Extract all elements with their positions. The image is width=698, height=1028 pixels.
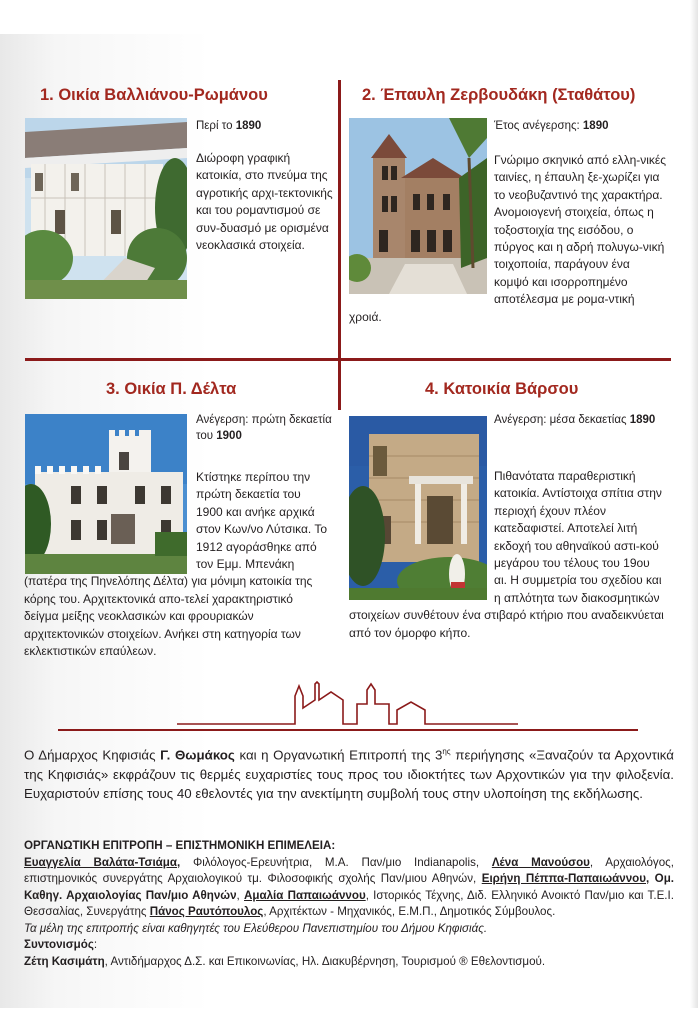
skyline-ornament (175, 680, 520, 727)
thanks-paragraph (24, 742, 674, 804)
mayor-name: Γ. Θωμάκος (160, 747, 235, 763)
house-2-date (494, 118, 664, 134)
coordinator-desc: , Αντιδήμαρχος Δ.Σ. και Επικοινωνίας, Ηλ. Διακυβέρνηση, Τουρισμού ® Εθελοντισμού. (104, 954, 546, 968)
house-3-date (196, 412, 336, 444)
house-1-description: Διώροφη γραφική κατοικία, στο πνεύμα της αγροτικής αρχι-τεκτονικής και του ρομαντισμού σε συν-δυασμό με ορισμένα νεοκλασικά στοιχεία. (196, 151, 333, 253)
thanks-part-3: περιήγησης «Ξαναζούν τα Αρχοντικά της Κηφισιάς» εκφράζουν τις θερμές ευχαριστίες τους προς του ιδιοκτήτες των Αρχοντικών για την φιλοξενία. Ευχαριστούν επίσης τους 40 εθελοντές για την ανεκτίμητη συμβολή τους στην υλοποίηση της εκδήλωσης. (24, 747, 674, 802)
member-desc: Φιλόλογος-Ερευνήτρια, M.A. Παν/μιο Indianapolis, (180, 855, 492, 869)
house-4-year: 1890 (629, 414, 656, 426)
house-1-photo (25, 118, 187, 299)
house-4-photo-wrap (349, 468, 494, 604)
house-1-title: 1. Οικία Βαλλιάνου-Ρωμάνου (40, 86, 268, 104)
coordination-colon: : (93, 938, 98, 951)
member-name: Αμαλία Παπαιωάννου (244, 888, 366, 902)
horizontal-divider (25, 358, 671, 361)
member-name: Πάνος Ραυτόπουλος (149, 905, 264, 918)
house-4-date-label: Ανέγερση: μέσα δεκαετίας (494, 414, 630, 426)
house-2-date-label: Έτος ανέγερσης: (494, 120, 583, 132)
member-name: Ειρήνη Πέππα-Παπαιωάννου (481, 872, 646, 885)
house-2-description (349, 152, 667, 326)
thanks-part-1: Ο Δήμαρχος Κηφισιάς (24, 747, 161, 763)
coordination-line (24, 937, 674, 954)
member-name: Ευαγγελία Βαλάτα-Τσιάμα, (24, 855, 181, 869)
house-3-year: 1900 (216, 430, 242, 442)
ordinal-suffix: ης (442, 747, 451, 756)
member-desc: , Αρχιτέκτων - Μηχανικός, Ε.Μ.Π., Δημοτικός Σύμβουλος. (263, 905, 556, 918)
house-4-description-text: Πιθανότατα παραθεριστική κατοικία. Αντίστοιχα σπίτια στην περιοχή έχουν πλέον κατεδαφιστεί. Αποτελεί λιτή εκδοχή του αθηναϊκού αστι-κού μεγάρου του τέλους του 19ου αι. Η συμμετρία του σχεδίου και η απλότητα των διακοσμητικών στοιχείων συνθέτουν ένα στιβαρό κτήριο που αναδεικνύεται από τον όμορφο κήπο. (349, 469, 664, 640)
member-name: Λένα Μανούσου (491, 855, 590, 869)
coordinator-line (24, 954, 674, 971)
house-1-year: 1890 (235, 120, 262, 132)
top-margin (0, 0, 698, 34)
page-edge-shadow (690, 0, 698, 1028)
house-4-date (494, 412, 664, 428)
house-3-description (24, 469, 330, 660)
bottom-margin (0, 1008, 698, 1028)
coordinator-name: Ζέτη Κασιμάτη (24, 954, 105, 968)
house-3-date-label: Ανέγερση: πρώτη δεκαετία του (196, 414, 332, 442)
house-3-description-text: Κτίστηκε περίπου την πρώτη δεκαετία του 1900 και ανήκε αρχικά στον Κων/νο Λύτσικα. Το 1912 αγοράσθηκε από τον Εμμ. Μπενάκη (πατέρα της Πηνελόπης Δέλτα) για μόνιμη κατοικία της κόρης του. Αρχιτεκτονικά απο-τελεί χαρακτηριστικό δείγμα μείξης νεοκλασικών και φρουριακών αρχιτεκτονικών στοιχείων. Ανήκει στη κατηγορία των εκλεκτιστικών επαύλεων. (24, 470, 328, 659)
house-4-title: 4. Κατοικία Βάρσου (425, 380, 579, 398)
member-desc: , Ομ. Καθηγ. Αρχαιολογίας Παν/μιο Αθηνών (24, 872, 675, 902)
house-1-date (196, 118, 331, 134)
credits-block (24, 838, 674, 970)
member-desc: , Ιστορικός Τέχνης, Διδ. Ελληνικό Ανοικτό Παν/μιο και Τ.Ε.Ι. Θεσσαλίας, Συνεργάτης (24, 888, 674, 918)
committee-note: Τα μέλη της επιτροπής είναι καθηγητές του Ελεύθερου Πανεπιστημίου του Δήμου Κηφισιάς. (24, 921, 488, 935)
house-2-year: 1890 (582, 120, 609, 132)
house-3-title: 3. Οικία Π. Δέλτα (106, 380, 237, 398)
house-2-description-text: Γνώριμο σκηνικό από ελλη-νικές ταινίες, η έπαυλη ξε-χωρίζει για το νεοβυζαντινό της χαρακτήρα. Ανομοιογενή στοιχεία, όπως η τοξοστοιχία της εισόδου, ο πύργος και η αδρή πολυγω-νική τοιχοποιία, παράγουν ένα κομψό και ισορροπημένο αποτέλεσμα με ρομα-ντική χροιά. (349, 153, 667, 324)
house-4-description (349, 468, 665, 642)
credits-heading: ΟΡΓΑΝΩΤΙΚΗ ΕΠΙΤΡΟΠΗ – ΕΠΙΣΤΗΜΟΝΙΚΗ ΕΠΙΜΕΛΕΙΑ: (24, 839, 336, 852)
committee-members (24, 855, 674, 921)
separator: , (236, 888, 245, 902)
house-3-photo-wrap (24, 469, 196, 573)
house-1-date-label: Περί το (196, 120, 236, 132)
coordination-label: Συντονισμός (24, 938, 94, 951)
thanks-part-2: και η Οργανωτική Επιτροπή της 3 (234, 747, 443, 763)
section-divider (58, 729, 638, 731)
house-2-title: 2. Έπαυλη Ζερβουδάκη (Σταθάτου) (362, 86, 636, 104)
member-desc: , Αρχαιολόγος, επιστημονικός συνεργάτης Αρχαιολογικού τμ. Φιλοσοφικής σχολής Παν/μιου Αθηνών, (24, 855, 674, 885)
house-2-photo-wrap (349, 152, 494, 295)
